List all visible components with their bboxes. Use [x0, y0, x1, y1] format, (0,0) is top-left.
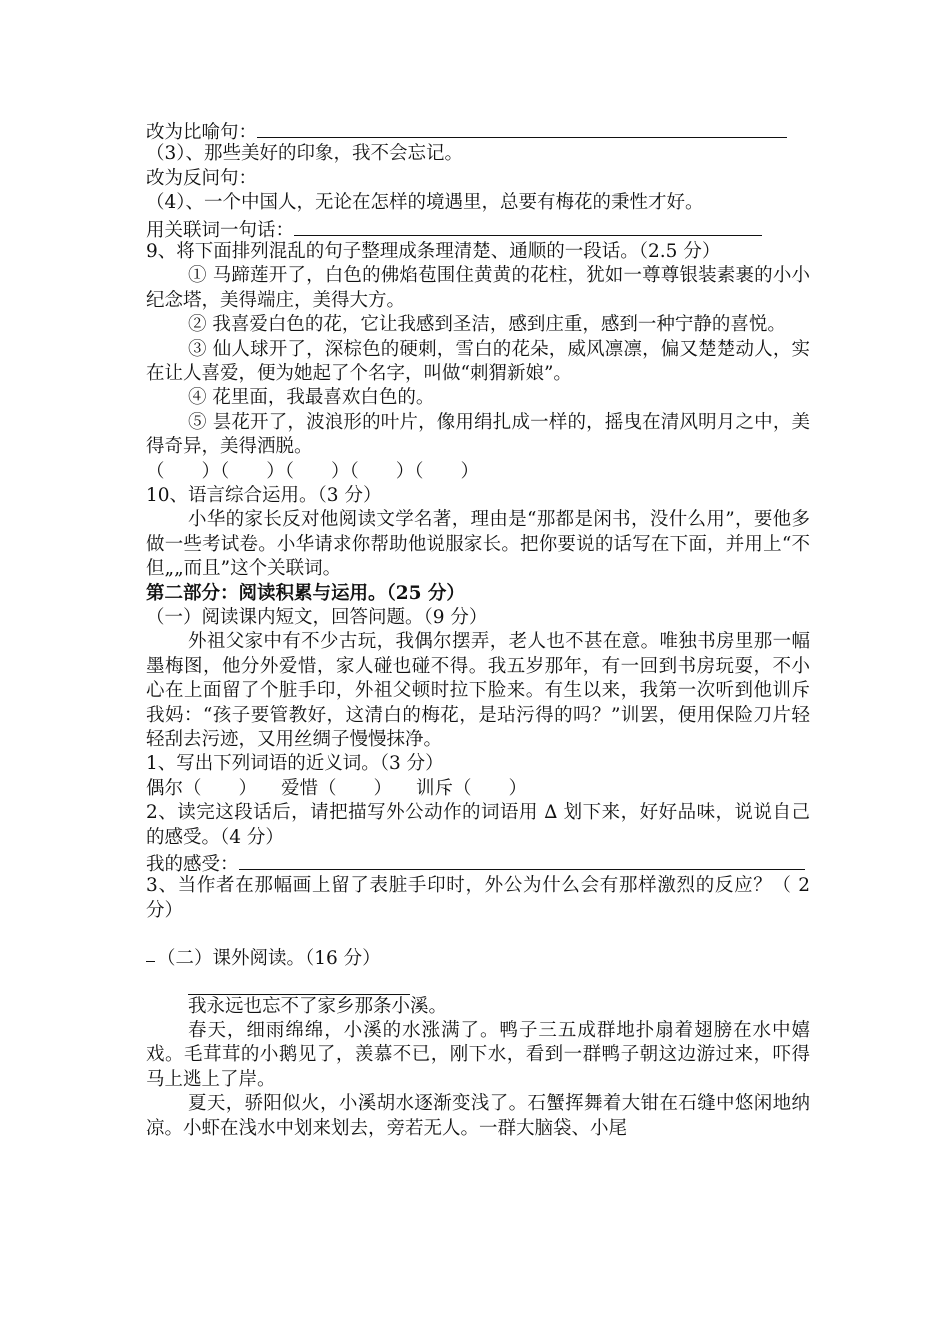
sentence-4: （4）、一个中国人，无论在怎样的境遇里，总要有梅花的秉性才好。 [146, 192, 704, 214]
document-page [146, 118, 810, 1141]
connective-answer-blank[interactable] [294, 216, 762, 236]
connective-label: 用关联词一句话： [146, 219, 295, 241]
feeling-answer-blank[interactable] [239, 850, 805, 870]
q1-word-3[interactable]: 训斥（ ） [416, 777, 528, 799]
part2-sub2: （二）课外阅读。（16 分） [157, 948, 381, 970]
q10-text: 小华的家长反对他阅读文学名著，理由是“那都是闲书，没什么用”，要他多做一些考试卷。小华请求你帮助他说服家长。把你要说的话写在下面，并用上“不但„„而且”这个关联词。 [146, 509, 810, 580]
part2-q1: 1、写出下列词语的近义词。（3 分） [146, 753, 444, 775]
dash-mark [146, 947, 155, 962]
q9-item-4: ④ 花里面，我最喜欢白色的。 [188, 387, 435, 409]
q1-words [146, 777, 810, 801]
story-para-spring: 春天，细雨绵绵，小溪的水涨满了。鸭子三五成群地扑扇着翅膀在水中嬉戏。毛茸茸的小鹅见了，羡慕不已，刚下水，看到一群鸭子朝这边游过来，吓得马上逃上了岸。 [146, 1019, 810, 1090]
part2-heading: 第二部分：阅读积累与运用。（25 分） [146, 582, 465, 604]
simile-label: 改为比喻句： [146, 122, 258, 143]
part2-q3: 3、当作者在那幅画上留了表脏手印时，外公为什么会有那样激烈的反应？（ 2 分） [146, 875, 810, 921]
part2-q2: 2、读完这段话后，请把描写外公动作的词语用 ∆ 划下来，好好品味，说说自己的感受。（4 分） [146, 802, 810, 848]
feeling-line [146, 850, 810, 874]
part2-passage: 外祖父家中有不少古玩，我偶尔摆弄，老人也不甚在意。唯独书房里那一幅墨梅图，他分外爱惜，家人碰也碰不得。我五岁那年，有一回到书房玩耍，不小心在上面留了个脏手印，外祖父顿时拉下脸来。有生以来，我第一次听到他训斥我妈：“孩子要管教好，这清白的梅花，是玷污得的吗？”训罢，便用保险刀片轻轻刮去污迹，又用丝绸子慢慢抹净。 [146, 631, 810, 750]
story-para-summer: 夏天，骄阳似火，小溪胡水逐渐变浅了。石蟹挥舞着大钳在石缝中悠闲地纳凉。小虾在浅水中划来划去，旁若无人。一群大脑袋、小尾 [146, 1093, 810, 1139]
part2-sub2-line [146, 947, 810, 971]
simile-line [146, 118, 810, 142]
connective-line [146, 216, 810, 240]
simile-answer-blank[interactable] [257, 118, 787, 138]
q9-item-1: ① 马蹄莲开了，白色的佛焰苞围住黄黄的花柱，犹如一尊尊银装素裹的小小纪念塔，美得端庄，美得大方。 [146, 265, 810, 311]
q9-item-2: ② 我喜爱白色的花，它让我感到圣洁，感到庄重，感到一种宁静的喜悦。 [188, 314, 786, 336]
rhetorical-label: 改为反问句： [146, 167, 258, 189]
q9-item-5: ⑤ 昙花开了，波浪形的叶片，像用绢扎成一样的，摇曳在清风明月之中，美得奇异，美得洒脱。 [146, 411, 810, 458]
story-line-1: 我永远也忘不了家乡那条小溪。 [188, 995, 448, 1017]
feeling-label: 我的感受： [146, 854, 239, 875]
sentence-3: （3）、那些美好的印象，我不会忘记。 [146, 143, 464, 165]
q1-word-2[interactable]: 爱惜（ ） [281, 777, 393, 799]
q10-title: 10、语言综合运用。（3 分） [146, 484, 382, 506]
q9-order-brackets[interactable]: （ ）（ ）（ ）（ ）（ ） [146, 460, 480, 482]
q9-item-3: ③ 仙人球开了，深棕色的硬刺，雪白的花朵，威风凛凛，偏又楚楚动人，实在让人喜爱，便为她起了个名字，叫做“刺猬新娘”。 [146, 338, 810, 384]
story-title-blank[interactable] [188, 972, 410, 995]
q1-word-1[interactable]: 偶尔（ ） [146, 777, 258, 799]
q3-answer-space[interactable] [146, 923, 810, 947]
q9-title: 9、将下面排列混乱的句子整理成条理清楚、通顺的一段话。（2.5 分） [146, 240, 721, 262]
part2-sub1: （一）阅读课内短文，回答问题。（9 分） [146, 606, 488, 628]
